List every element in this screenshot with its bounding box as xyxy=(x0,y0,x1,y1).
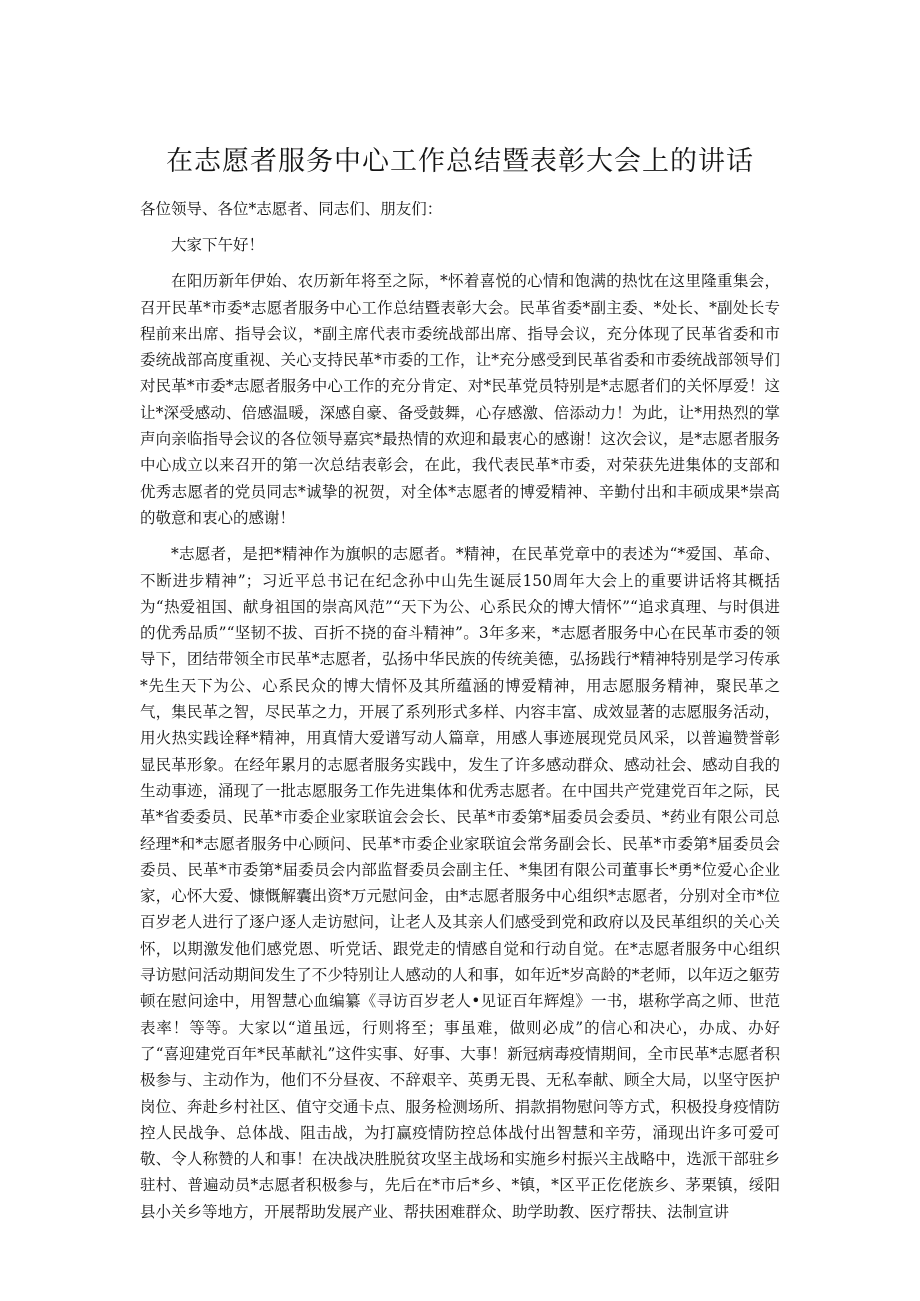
paragraph: *志愿者，是把*精神作为旗帜的志愿者。*精神，在民革党章中的表述为“*爱国、革命、不断进步精神”；习近平总书记在纪念孙中山先生诞辰150周年大会上的重要讲话将其概括为“热爱祖国、献身祖国的崇高风范”“天下为公、心系民众的博大情怀”“追求真理、与时俱进的优秀品质”“坚韧不拔、百折不挠的奋斗精神”。3年多来，*志愿者服务中心在民革市委的领导下，团结带领全市民革*志愿者，弘扬中华民族的传统美德，弘扬践行*精神特别是学习传承*先生天下为公、心系民众的博大情怀及其所蕴涵的博爱精神，用志愿服务精神，聚民革之气，集民革之智，尽民革之力，开展了系列形式多样、内容丰富、成效显著的志愿服务活动，用火热实践诠释*精神，用真情大爱谱写动人篇章，用感人事迹展现党员风采，以普遍赞誉彰显民革形象。在经年累月的志愿者服务实践中，发生了许多感动群众、感动社会、感动自我的生动事迹，涌现了一批志愿服务工作先进集体和优秀志愿者。在中国共产党建党百年之际，民革*省委委员、民革*市委企业家联谊会会长、民革*市委第*届委员会委员、*药业有限公司总经理*和*志愿者服务中心顾问、民革*市委企业家联谊会常务副会长、民革*市委第*届委员会委员、民革*市委第*届委员会内部监督委员会副主任、*集团有限公司董事长*勇*位爱心企业家，心怀大爱、慷慨解囊出资*万元慰问金，由*志愿者服务中心组织*志愿者，分别对全市*位百岁老人进行了逐户逐人走访慰问，让老人及其亲人们感受到党和政府以及民革组织的关心关怀，以期激发他们感党恩、听党话、跟党走的情感自觉和行动自觉。在*志愿者服务中心组织寻访慰问活动期间发生了不少特别让人感动的人和事，如年近*岁高龄的*老师，以年迈之躯劳顿在慰问途中，用智慧心血编纂《寻访百岁老人•见证百年辉煌》一书，堪称学高之师、世范表率！等等。大家以“道虽远，行则将至；事虽难，做则必成”的信心和决心，办成、办好了“喜迎建党百年*民革献礼”这件实事、好事、大事！新冠病毒疫情期间，全市民革*志愿者积极参与、主动作为，他们不分昼夜、不辞艰辛、英勇无畏、无私奉献、顾全大局，以坚守医护岗位、奔赴乡村社区、值守交通卡点、服务检测场所、捐款捐物慰问等方式，积极投身疫情防控人民战争、总体战、阻击战，为打赢疫情防控总体战付出智慧和辛劳，涌现出许多可爱可敬、令人称赞的人和事！在决战决胜脱贫攻坚主战场和实施乡村振兴主战略中，选派干部驻乡驻村、普遍动员*志愿者积极参与，先后在*市后*乡、*镇，*区平正仡佬族乡、茅栗镇，绥阳县小关乡等地方，开展帮助发展产业、帮扶困难群众、助学助教、医疗帮扶、法制宣讲 xyxy=(140,545,780,1221)
document-title: 在志愿者服务中心工作总结暨表彰大会上的讲话 xyxy=(166,146,754,177)
paragraph: 在阳历新年伊始、农历新年将至之际，*怀着喜悦的心情和饱满的热忱在这里隆重集会，召开民革*市委*志愿者服务中心工作总结暨表彰大会。民革省委*副主委、*处长、*副处长专程前来出席、指导会议，*副主席代表市委统战部出席、指导会议，充分体现了民革省委和市委统战部高度重视、关心支持民革*市委的工作，让*充分感受到民革省委和市委统战部领导们对民革*市委*志愿者服务中心工作的充分肯定、对*民革党员特别是*志愿者们的关怀厚爱！这让*深受感动、倍感温暖，深感自豪、备受鼓舞，心存感激、倍添动力！为此，让*用热烈的掌声向亲临指导会议的各位领导嘉宾*最热情的欢迎和最衷心的感谢！这次会议，是*志愿者服务中心成立以来召开的第一次总结表彰会，在此，我代表民革*市委，对荣获先进集体的支部和优秀志愿者的党员同志*诚挚的祝贺，对全体*志愿者的博爱精神、辛勤付出和丰硕成果*崇高的敬意和衷心的感谢！ xyxy=(140,272,780,527)
salutation: 各位领导、各位*志愿者、同志们、朋友们： xyxy=(140,200,443,218)
greeting: 大家下午好！ xyxy=(171,236,265,254)
